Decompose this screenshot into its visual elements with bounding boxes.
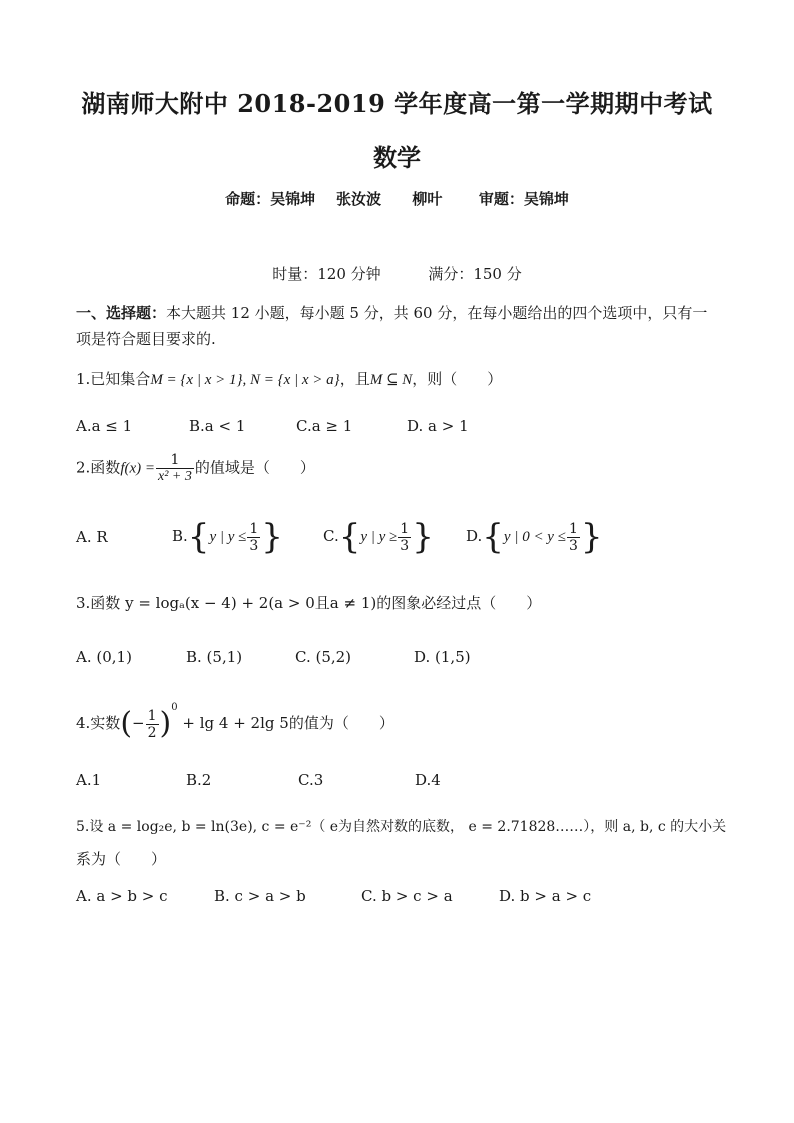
option-b[interactable]: B. (5,1) — [186, 648, 243, 666]
option-a[interactable]: A. (0,1) — [76, 648, 132, 666]
section-text: 本大题共 12 小题，每小题 5 分，共 60 分，在每小题给出的四个选项中，只有一项是符合题目要求的. — [76, 304, 708, 348]
option-d[interactable]: D. b > a > c — [499, 887, 592, 905]
exam-authors: 命题：吴锦坤 张汝波 柳叶 审题：吴锦坤 — [225, 190, 569, 208]
option-a[interactable]: A. a > b > c — [76, 887, 168, 905]
question-4-options — [76, 771, 716, 793]
option-c[interactable]: C. b > c > a — [361, 887, 453, 905]
option-b[interactable]: B.{y | y ≤ $\frac{1}{3}$ } — [172, 517, 283, 557]
question-1-stem: 1.已知集合M = {x | x > 1}, N = {x | x > a}，且M ⊆ N，则（ ） — [76, 370, 503, 388]
section-heading: 一、选择题： — [76, 304, 167, 322]
option-d[interactable]: D.4 — [415, 771, 441, 789]
option-c[interactable]: C.{y | y ≥ $\frac{1}{3}$ } — [323, 517, 434, 557]
question-2-fraction: $\frac{1}{\text{x² + 3}}$ — [158, 452, 192, 484]
option-a[interactable]: A.1 — [76, 771, 102, 789]
question-3-options — [76, 648, 716, 670]
question-4-fraction: $\frac{1}{2}$ — [147, 707, 157, 741]
option-a[interactable]: A. R — [76, 528, 108, 546]
question-4-stem: 4.实数(− $\frac{1}{2}$ )$^0$ + lg 4 + 2lg 5的值为（ ） — [76, 702, 394, 741]
option-a[interactable]: A.a ≤ 1 — [76, 417, 133, 435]
question-5-stem-line2: 系为（ ） — [76, 850, 167, 868]
question-2-options — [76, 517, 716, 560]
option-d[interactable]: D. (1,5) — [414, 648, 471, 666]
question-2-stem: 2.函数f(x) = $\frac{1}{\text{x² + 3}}$ 的值域是（ ） — [76, 452, 315, 484]
option-d[interactable]: D. a > 1 — [407, 417, 469, 435]
question-1-options — [76, 417, 716, 439]
exam-time-info: 时量：120 分钟 满分：150 分 — [272, 265, 522, 283]
question-5-stem-line1: 5.设 a = log₂e, b = ln(3e), c = e⁻²（ e为自然对数的底数， e = 2.71828……），则 a, b, c 的大小关 — [76, 819, 727, 835]
exam-title: 湖南师大附中 2018-2019 学年度高一第一学期期中考试 — [81, 89, 713, 118]
option-b[interactable]: B.a < 1 — [189, 417, 246, 435]
option-c[interactable]: C.a ≥ 1 — [296, 417, 353, 435]
option-c[interactable]: C.3 — [298, 771, 324, 789]
question-1-math: M = {x | x > 1}, N = {x | x > a} — [150, 372, 340, 388]
option-b[interactable]: B.2 — [186, 771, 212, 789]
option-c[interactable]: C. (5,2) — [295, 648, 352, 666]
exam-subject: 数学 — [373, 143, 421, 172]
option-d[interactable]: D.{y | 0 < y ≤ $\frac{1}{3}$ } — [466, 517, 603, 557]
question-5-options — [76, 887, 716, 909]
section-instructions — [76, 300, 722, 352]
option-b[interactable]: B. c > a > b — [214, 887, 306, 905]
question-3-stem: 3.函数 y = logₐ(x − 4) + 2(a > 0且a ≠ 1)的图象必经过点（ ） — [76, 594, 542, 612]
